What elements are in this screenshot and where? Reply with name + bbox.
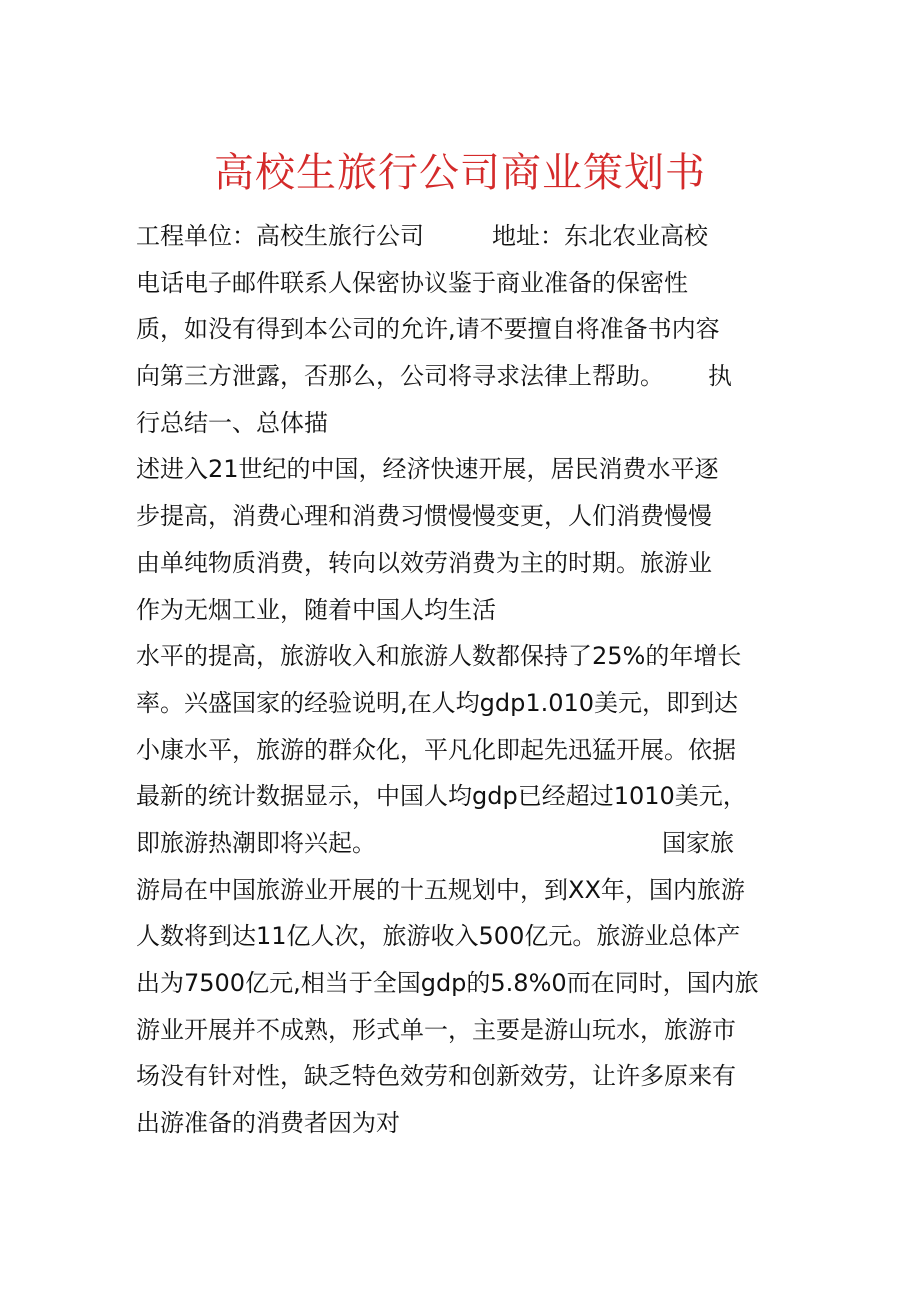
text-line: 场没有针对性，缺乏特色效劳和创新效劳，让许多原来有: [136, 1062, 736, 1091]
text-line: [136, 353, 796, 400]
address: 地址：东北农业高校: [492, 222, 708, 250]
document-title: 高校生旅行公司商业策划书: [214, 150, 706, 196]
text-line: 最新的统计数据显示，中国人均gdp已经超过1010美元，: [136, 782, 747, 811]
text-line: 步提高，消费心理和消费习惯慢慢变更，人们消费慢慢: [136, 502, 712, 531]
text-fragment: 执: [708, 362, 732, 391]
text-line: 率。兴盛国家的经验说明,在人均gdp1.010美元，即到达: [136, 688, 739, 717]
text-line: 游局在中国旅游业开展的十五规划中，到XX年，国内旅游: [136, 875, 745, 904]
text-line: 人数将到达11亿人次，旅游收入500亿元。旅游业总体产: [136, 922, 741, 951]
text-fragment: 国家旅: [662, 828, 734, 857]
text-line: 小康水平，旅游的群众化，平凡化即起先迅猛开展。依据: [136, 735, 736, 764]
text-line: 出游准备的消费者因为对: [136, 1109, 400, 1138]
text-line: 述进入21世纪的中国，经济快速开展，居民消费水平逐: [136, 455, 719, 484]
document-body: [136, 213, 796, 1147]
text-fragment: 向第三方泄露，否那么，公司将寻求法律上帮助。: [136, 362, 664, 391]
text-line: 水平的提高，旅游收入和旅游人数都保持了25%的年增长: [136, 642, 742, 671]
text-line: 出为7500亿元,相当于全国gdp的5.8%0而在同时，国内旅: [136, 969, 759, 997]
text-line: 电话电子邮件联系人保密协议鉴于商业准备的保密性: [136, 268, 688, 297]
text-line: 质，如没有得到本公司的允许,请不要擅自将准备书内容: [136, 315, 720, 344]
text-line: [136, 213, 796, 260]
text-line: 由单纯物质消费，转向以效劳消费为主的时期。旅游业: [136, 548, 712, 577]
text-line: [136, 820, 796, 867]
text-fragment: 即旅游热潮即将兴起。: [136, 828, 376, 857]
text-line: 行总结一、总体描: [136, 408, 328, 437]
text-line: 作为无烟工业，随着中国人均生活: [136, 595, 496, 624]
project-unit: 工程单位：高校生旅行公司: [136, 222, 424, 250]
text-line: 游业开展并不成熟，形式单一，主要是游山玩水，旅游市: [136, 1015, 736, 1044]
